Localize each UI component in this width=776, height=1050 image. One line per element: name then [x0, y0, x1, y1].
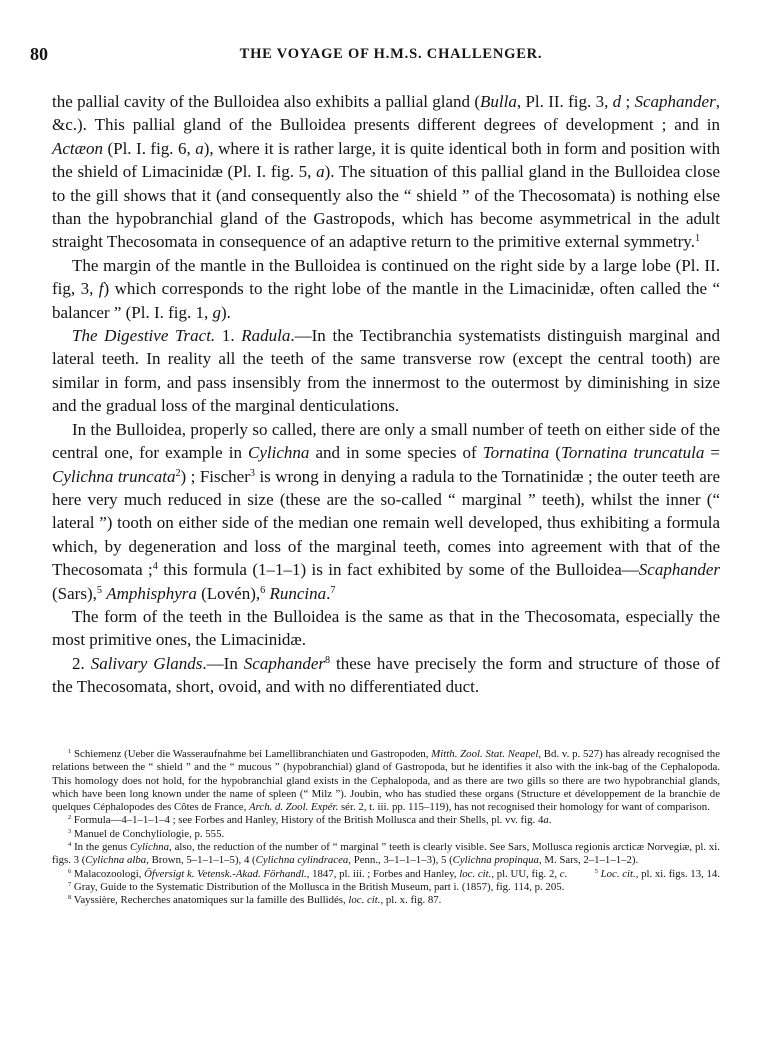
- text-run: c: [559, 867, 565, 880]
- text-run: .: [326, 583, 331, 603]
- footnote-ref: 6: [68, 867, 72, 875]
- text-run: , Pl. II. fig. 3,: [516, 92, 613, 111]
- footnote-ref: 8: [325, 654, 331, 666]
- page-number: 80: [30, 44, 48, 64]
- text-run: ) which corresponds to the right lobe of the mantle in the Limacinidæ, often called the “ balancer ” (Pl. I. fig. 1,: [52, 279, 720, 322]
- text-run: In the genus: [71, 841, 131, 854]
- footnote-ref: 3: [249, 467, 255, 479]
- text-run: a: [316, 162, 325, 182]
- text-run: Scaphander: [243, 653, 325, 673]
- text-run: Actæon: [52, 138, 103, 158]
- text-run: Scaphander: [638, 560, 720, 580]
- text-run: this formula (1–1–1) is in fact exhibited by some of the Bulloidea—: [157, 560, 639, 580]
- text-run: (: [549, 443, 561, 463]
- text-run: , M. Sars, 2–1–1–1–2).: [538, 854, 639, 867]
- footnote-ref: 2: [175, 467, 181, 479]
- text-run: Formula—4–1–1–1–4 ; see Forbes and Hanley, History of the British Mollusca and their Shells, pl. vv. fig. 4: [71, 814, 544, 827]
- text-run: Cylichna: [130, 841, 170, 854]
- text-run: loc. cit.: [348, 894, 381, 907]
- footnote-ref: 1: [68, 748, 72, 756]
- text-run: Scaphander: [634, 92, 716, 111]
- text-run: Gray, Guide to the Systematic Distribution of the Mollusca in the British Museum, part i. (1857), fig. 114, p. 205.: [71, 880, 565, 893]
- text-run: 2.: [72, 653, 91, 673]
- paragraph: [52, 90, 720, 254]
- text-run: Bulla: [480, 92, 517, 111]
- footnote: [52, 828, 720, 841]
- text-run: ). The situation of this pallial gland in the Bulloidea close to the gill shows that it (and consequently also the “ shield ” of the Thecosomata) is nothing else than the hypobranchial gland of the Gastropods, which has become asymmetrical in the adult straight Thecosomata in consequence of an adaptive return to the primitive external symmetry.: [52, 162, 720, 252]
- text-run: , Bd. v. p. 527) has already recognised the relations between the “ shield ” and the “ mucous ” (hypobranchial) gland of Gastropoda, but he identifies it also with the ink-bag of the Cephalopoda. This homology does not hold, for the hypobranchial gland exists in the Cephalopoda, and as there are two gills so there are two hypobranchial glands, which have been long known under the name of spleen (“ Milz ”). Joubin, who has studied these organs (Structure et développement de la branchie de quelques Céphalopodes des Côtes de France,: [52, 748, 720, 814]
- body-text: [52, 90, 720, 699]
- text-run: Tornatina: [482, 443, 550, 463]
- footnote-ref: 7: [330, 584, 336, 596]
- text-run: , Penn., 3–1–1–1–3), 5 (: [348, 854, 453, 867]
- footnote-ref: 8: [68, 894, 72, 902]
- footnote: [52, 881, 720, 894]
- footnote-ref: 5: [594, 867, 598, 875]
- footnote: [52, 894, 720, 907]
- footnote-ref: 3: [68, 827, 72, 835]
- text-run: , pl. xi. figs. 13, 14.: [635, 867, 720, 880]
- text-run: Malacozoologi,: [71, 867, 145, 880]
- text-run: , Brown, 5–1–1–1–5), 4 (: [146, 854, 256, 867]
- text-run: .—In the Tectibranchia systematists distinguish marginal and lateral teeth. In reality all the teeth of the same transverse row (except the central tooth) are similar in form, and pass insensibly from the innermost to the outermost by diminishing in size and the gradual loss of the marginal denticulations.: [52, 326, 720, 416]
- footnote-ref: 1: [694, 233, 701, 245]
- text-run: 1.: [215, 326, 242, 346]
- text-run: =: [704, 443, 720, 463]
- text-run: Cylichna alba: [85, 854, 147, 867]
- text-run: (Lovén),: [196, 583, 261, 603]
- text-run: d: [612, 92, 622, 111]
- text-run: (Sars),: [52, 583, 97, 603]
- text-run: Salivary Glands: [90, 653, 203, 673]
- paragraph: [52, 254, 720, 324]
- text-run: ), where it is rather large, it is quite identical both in form and position with the shield of Limacinidæ (Pl. I. fig. 5,: [52, 138, 720, 182]
- footnote-ref: 7: [68, 881, 72, 889]
- text-run: Cylichna propinqua: [452, 854, 539, 867]
- footnote-ref: 4: [68, 841, 72, 849]
- text-run: a: [543, 814, 549, 827]
- paragraph: [52, 324, 720, 418]
- text-run: Amphisphyra: [106, 583, 197, 603]
- footnote-text: [52, 841, 720, 866]
- text-run: , pl. UU, fig. 2,: [491, 867, 560, 880]
- text-run: The margin of the mantle in the Bulloidea is continued on the right side by a large lobe (Pl. II. fig, 3,: [52, 255, 720, 299]
- text-run: Schiemenz (Ueber die Wasseraufnahme bei Lamellibranchiaten und Gastropoden,: [71, 748, 432, 760]
- text-run: .: [564, 867, 568, 880]
- text-run: sér. 2, t. iii. pp. 115–119), has not recognised their homology for want of comparison.: [338, 801, 710, 814]
- text-run: a: [195, 138, 204, 158]
- text-run: ;: [621, 92, 635, 111]
- text-run: these have precisely the form and structure of those of the Thecosomata, short, ovoid, and with no differentiated duct.: [52, 653, 720, 697]
- text-run: .: [548, 814, 552, 827]
- footnote-ref: 6: [260, 584, 266, 596]
- text-run: ) ; Fischer: [180, 466, 250, 486]
- paragraph: [52, 652, 720, 699]
- text-run: (Pl. I. fig. 6,: [103, 138, 196, 158]
- text-run: and in some species of: [309, 443, 483, 463]
- text-run: , &c.). This pallial gland of the Bulloidea presents different degrees of development ; and in: [52, 92, 720, 135]
- text-run: Vayssière, Recherches anatomiques sur la famille des Bullidés,: [71, 894, 349, 907]
- text-run: .—In: [202, 653, 244, 673]
- text-run: the pallial cavity of the Bulloidea also exhibits a pallial gland (: [52, 92, 481, 111]
- text-run: In the Bulloidea, properly so called, there are only a small number of teeth on either side of the central one, for example in: [52, 419, 720, 463]
- footnote-ref: 4: [152, 561, 158, 573]
- text-run: Arch. d. Zool. Expér.: [249, 801, 339, 814]
- text-run: Manuel de Conchyliologie, p. 555.: [71, 827, 225, 840]
- text-run: , 1847, pl. iii. ; Forbes and Hanley,: [306, 867, 460, 880]
- text-run: Cylichna cylindracea: [255, 854, 349, 867]
- text-run: , pl. x. fig. 87.: [380, 894, 442, 907]
- text-run: The Digestive Tract.: [72, 326, 216, 346]
- text-run: Radula: [241, 326, 291, 346]
- text-run: Mitth. Zool. Stat. Neapel: [431, 748, 539, 760]
- text-run: The form of the teeth in the Bulloidea is the same as that in the Thecosomata, especially the most primitive ones, the Limacinidæ.: [52, 606, 720, 650]
- footnote-inline: [579, 868, 720, 881]
- footnote: [52, 814, 720, 827]
- paragraph: [52, 605, 720, 652]
- footnote-ref: 2: [68, 814, 72, 822]
- text-run: Tornatina truncatula: [560, 443, 705, 463]
- text-run: loc. cit.: [459, 867, 492, 880]
- paragraph: [52, 418, 720, 605]
- running-head: THE VOYAGE OF H.M.S. CHALLENGER.: [239, 46, 543, 62]
- text-run: , also, the reduction of the number of “ marginal ” teeth is clearly visible. See Sars, Mollusca regionis arcticæ Norvegiæ, pl. xi. figs. 3 (: [52, 841, 720, 867]
- text-run: g: [212, 302, 221, 322]
- text-run: Loc. cit.: [600, 867, 636, 880]
- footnotes: [52, 748, 720, 908]
- text-run: is wrong in denying a radula to the Tornatinidæ ; the outer teeth are here very much reduced in size (these are the so-called “ marginal ” teeth), whilst the inner (“ lateral ”) tooth on either side of the median one remain well developed, thus exhibiting a formula which, by degeneration and loss of the marginal teeth, comes into agreement with that of the Thecosomata ;: [52, 466, 721, 580]
- text-run: f: [98, 279, 104, 299]
- footnote: [52, 748, 720, 814]
- text-run: Öfversigt k. Vetensk.-Akad. Förhandl.: [144, 867, 307, 880]
- text-run: Cylichna: [248, 443, 310, 463]
- text-run: Cylichna truncata: [52, 466, 176, 486]
- text-run: Runcina: [269, 583, 327, 603]
- footnote-ref: 5: [96, 584, 102, 596]
- page-header: [30, 44, 752, 68]
- text-run: ).: [221, 302, 231, 322]
